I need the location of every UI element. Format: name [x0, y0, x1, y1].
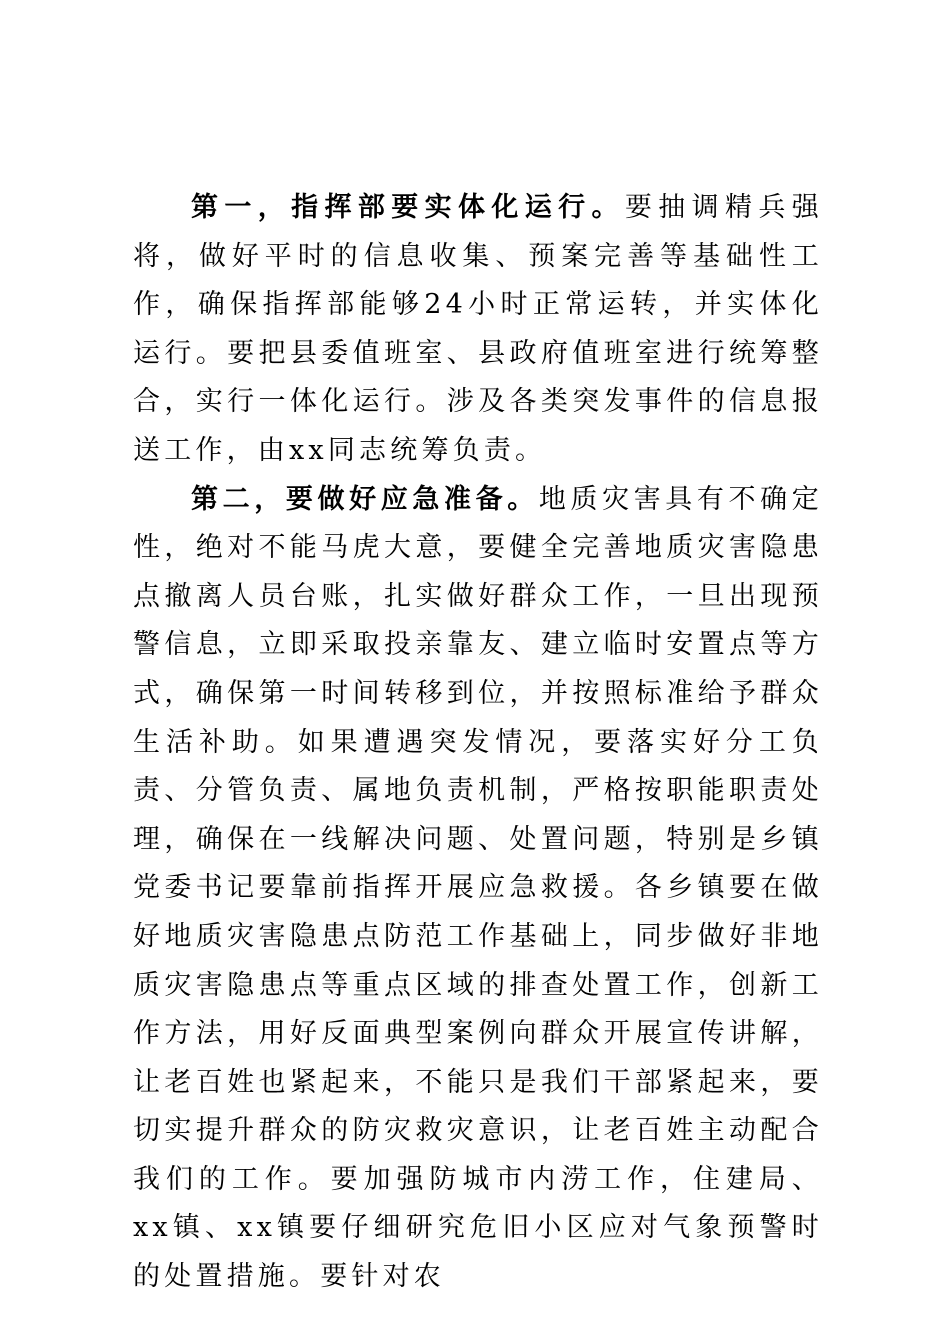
paragraph-emergency-preparation [133, 476, 823, 1302]
paragraph-lead: 第二，要做好应急准备。 [191, 483, 539, 515]
paragraph-lead: 第一，指挥部要实体化运行。 [191, 192, 625, 223]
paragraph-text: 地质灾害具有不确定性，绝对不能马虎大意，要健全完善地质灾害隐患点撤离人员台账，扎实做好群众工作，一旦出现预警信息，立即采取投亲靠友、建立临时安置点等方式，确保第一时间转移到位，并按照标准给予群众生活补助。如果遭遇突发情况，要落实好分工负责、分管负责、属地负责机制，严格按职能职责处理，确保在一线解决问题、处置问题，特别是乡镇党委书记要靠前指挥开展应急救援。各乡镇要在做好地质灾害隐患点防范工作基础上，同步做好非地质灾害隐患点等重点区域的排查处置工作，创新工作方法，用好反面典型案例向群众开展宣传讲解，让老百姓也紧起来，不能只是我们干部紧起来，要切实提升群众的防灾救灾意识，让老百姓主动配合我们的工作。要加强防城市内涝工作，住建局、xx镇、xx镇要仔细研究危旧小区应对气象预警时的处置措施。要针对农 [133, 483, 823, 1293]
document-body [133, 184, 823, 1302]
paragraph-text: 要抽调精兵强将，做好平时的信息收集、预案完善等基础性工作，确保指挥部能够24小时正常运转，并实体化运行。要把县委值班室、县政府值班室进行统筹整合，实行一体化运行。涉及各类突发事件的信息报送工作，由xx同志统筹负责。 [133, 192, 823, 466]
paragraph-command-center [133, 184, 823, 476]
